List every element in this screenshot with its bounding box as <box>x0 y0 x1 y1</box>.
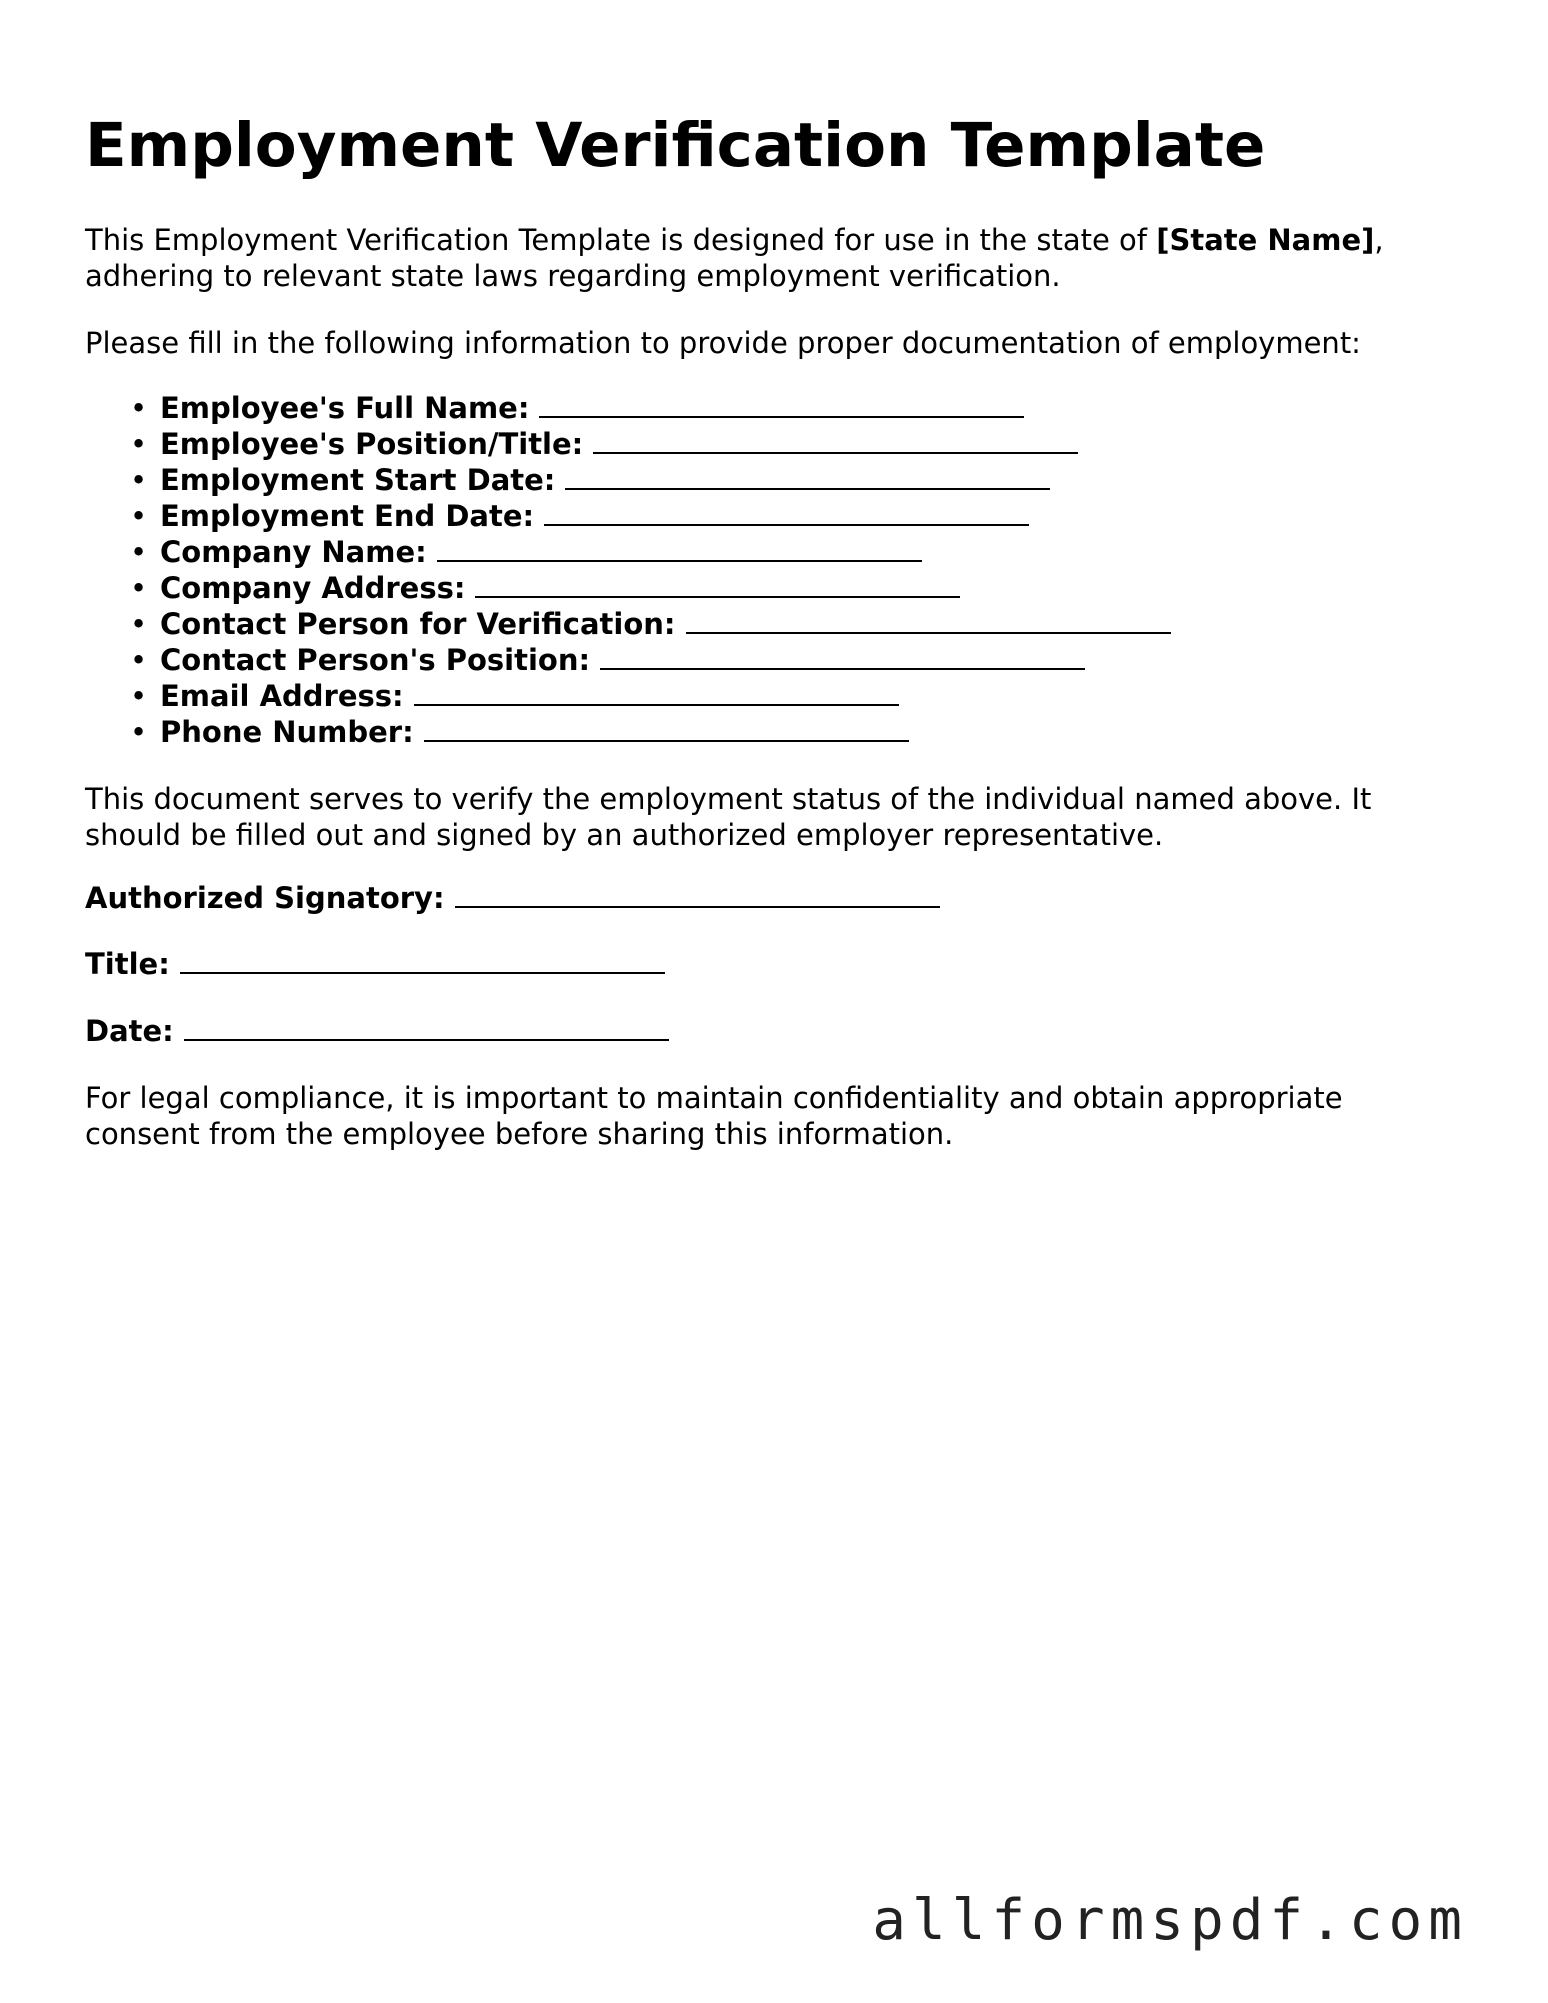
field-company-address <box>130 570 1171 606</box>
blank-line[interactable] <box>686 608 1171 634</box>
field-contact-person <box>130 606 1171 642</box>
blank-line[interactable] <box>600 644 1085 670</box>
signatory-label: Authorized Signatory: <box>85 881 445 915</box>
field-label: Employee's Full Name: <box>160 391 530 425</box>
blank-line[interactable] <box>424 716 909 742</box>
field-label: Employment End Date: <box>160 499 535 533</box>
field-label: Phone Number: <box>160 715 414 749</box>
bullet-icon: • <box>130 535 148 569</box>
field-label: Contact Person for Verification: <box>160 607 676 641</box>
blank-line[interactable] <box>593 428 1078 454</box>
field-contact-position <box>130 642 1171 678</box>
bullet-icon: • <box>130 679 148 713</box>
intro-text-after: , adhering to relevant state laws regarding employment verification. <box>85 223 1384 293</box>
field-start-date <box>130 462 1171 498</box>
instructions-paragraph: Please fill in the following information to provide proper documentation of employment: <box>85 326 1361 360</box>
signature-field-signatory <box>85 880 940 916</box>
blank-line[interactable] <box>539 392 1024 418</box>
bullet-icon: • <box>130 571 148 605</box>
field-employee-position <box>130 426 1171 462</box>
blank-line[interactable] <box>437 536 922 562</box>
date-label: Date: <box>85 1014 174 1048</box>
field-email-address <box>130 678 1171 714</box>
bullet-icon: • <box>130 463 148 497</box>
state-name-placeholder: [State Name] <box>1156 223 1375 257</box>
title-label: Title: <box>85 947 170 981</box>
blank-line[interactable] <box>414 680 899 706</box>
field-label: Employment Start Date: <box>160 463 556 497</box>
bullet-icon: • <box>130 643 148 677</box>
title-blank-line[interactable] <box>180 948 665 974</box>
blank-line[interactable] <box>565 464 1050 490</box>
bullet-icon: • <box>130 715 148 749</box>
field-label: Company Name: <box>160 535 427 569</box>
bullet-icon: • <box>130 499 148 533</box>
intro-paragraph <box>85 222 1465 294</box>
intro-text-before: This Employment Verification Template is designed for use in the state of <box>85 223 1157 257</box>
signature-field-date <box>85 1013 669 1049</box>
field-label: Email Address: <box>160 679 404 713</box>
date-blank-line[interactable] <box>184 1015 669 1041</box>
field-phone-number <box>130 714 1171 750</box>
field-list <box>85 390 1171 750</box>
bullet-icon: • <box>130 391 148 425</box>
purpose-paragraph: This document serves to verify the employment status of the individual named above. It should be filled out and signed by an authorized employer representative. <box>85 782 1372 852</box>
bullet-icon: • <box>130 427 148 461</box>
field-label: Employee's Position/Title: <box>160 427 584 461</box>
signature-field-title <box>85 946 665 982</box>
site-watermark: allformspdf.com <box>872 1888 1468 1953</box>
field-end-date <box>130 498 1171 534</box>
bullet-icon: • <box>130 607 148 641</box>
document-title: Employment Verification Template <box>85 110 1266 181</box>
blank-line[interactable] <box>475 572 960 598</box>
signatory-blank-line[interactable] <box>455 882 940 908</box>
field-label: Contact Person's Position: <box>160 643 591 677</box>
field-label: Company Address: <box>160 571 466 605</box>
field-company-name <box>130 534 1171 570</box>
field-employee-full-name <box>130 390 1171 426</box>
blank-line[interactable] <box>544 500 1029 526</box>
compliance-paragraph: For legal compliance, it is important to maintain confidentiality and obtain appropriate consent from the employee before sharing this information. <box>85 1081 1343 1151</box>
